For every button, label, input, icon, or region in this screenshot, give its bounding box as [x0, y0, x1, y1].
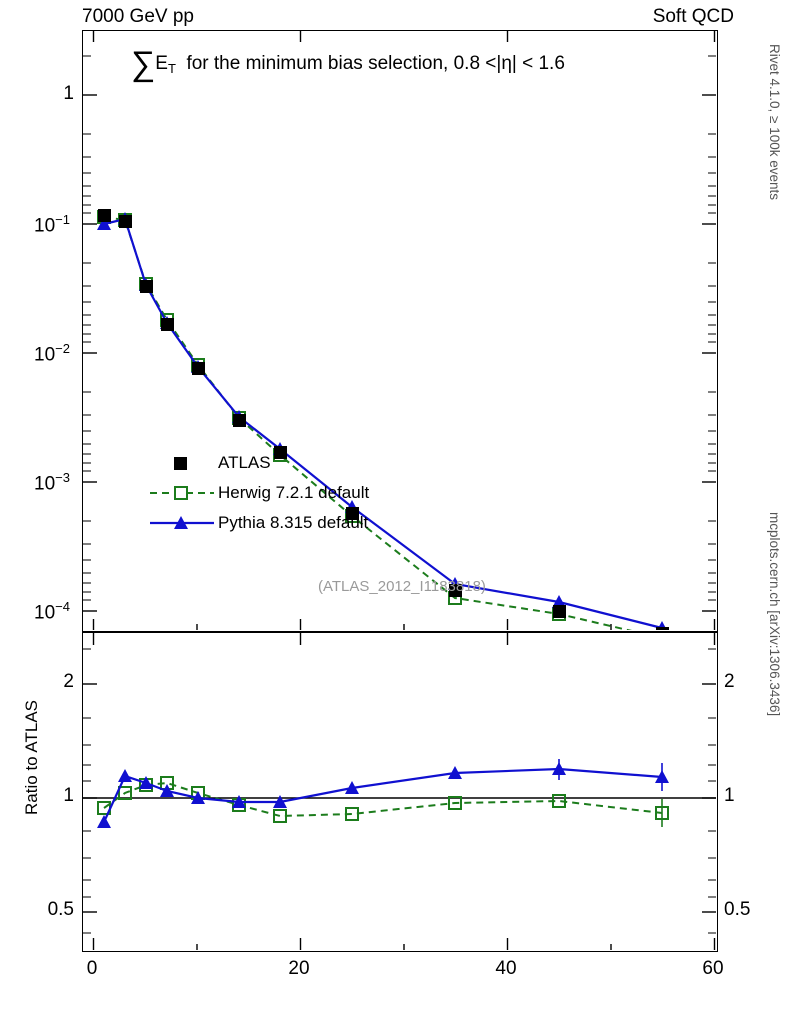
legend-label-atlas: ATLAS	[218, 453, 271, 472]
y-tick-label-1e-1: $10^{-1}$	[34, 212, 70, 237]
ratio-y-tick-label-1: 1	[63, 785, 74, 806]
legend-label-herwig: Herwig 7.2.1 default	[218, 483, 370, 502]
legend-label-pythia: Pythia 8.315 default	[218, 513, 369, 532]
title-subscript-t: T	[167, 61, 176, 76]
plot-title	[131, 45, 565, 83]
x-axis-ticks	[94, 31, 715, 630]
sigma-symbol: ∑	[131, 45, 156, 83]
series-pythia-markers	[97, 212, 669, 630]
ratio-y-minor-ticks	[83, 649, 716, 933]
legend-item-pythia	[148, 508, 369, 538]
y-tick-label-1: 1	[63, 83, 74, 104]
series-atlas-markers	[98, 209, 669, 630]
ratio-plot-panel	[82, 632, 718, 952]
series-herwig-line	[104, 217, 662, 630]
ratio-pythia-line	[104, 769, 662, 822]
legend-marker-atlas	[148, 451, 218, 475]
legend-item-herwig	[148, 478, 369, 508]
series-herwig-markers	[98, 211, 668, 630]
x-tick-label-60: 60	[702, 958, 724, 979]
ratio-y-tick-label-right-2: 2	[724, 671, 735, 692]
legend	[148, 448, 369, 538]
main-plot-panel	[82, 30, 718, 632]
legend-item-atlas	[148, 448, 369, 478]
main-plot-svg	[83, 31, 716, 630]
title-e: E	[155, 53, 168, 74]
ratio-y-tick-label-right-1: 1	[724, 785, 735, 806]
ratio-plot-svg	[83, 633, 716, 950]
x-tick-label-0: 0	[86, 958, 98, 979]
ratio-herwig-line	[104, 783, 662, 816]
x-tick-label-40: 40	[495, 958, 517, 979]
y-tick-label-1e-2: $10^{-2}$	[34, 341, 70, 366]
legend-marker-pythia	[148, 511, 218, 535]
ratio-y-tick-label-2: 2	[63, 671, 74, 692]
analysis-id-watermark: (ATLAS_2012_I1183818)	[318, 578, 486, 595]
header-beam-label: 7000 GeV pp	[82, 6, 194, 27]
ratio-y-axis-title: Ratio to ATLAS	[22, 700, 41, 815]
y-tick-label-1e-3: $10^{-3}$	[34, 470, 70, 495]
mcplots-source-label: mcplots.cern.ch [arXiv:1306.3436]	[767, 512, 782, 717]
title-rest: for the minimum bias selection, 0.8 <|η| < 1.6	[186, 53, 565, 74]
series-pythia-line	[104, 219, 662, 628]
x-tick-label-20: 20	[288, 958, 310, 979]
rivet-version-label: Rivet 4.1.0, ≥ 100k events	[767, 44, 782, 200]
header-process-label: Soft QCD	[652, 6, 734, 27]
ratio-y-tick-label-right-0p5: 0.5	[724, 899, 751, 920]
y-tick-label-1e-4: $10^{-4}$	[34, 599, 70, 624]
ratio-y-tick-label-0p5: 0.5	[47, 899, 74, 920]
ratio-x-ticks	[94, 633, 715, 950]
legend-marker-herwig	[148, 481, 218, 505]
